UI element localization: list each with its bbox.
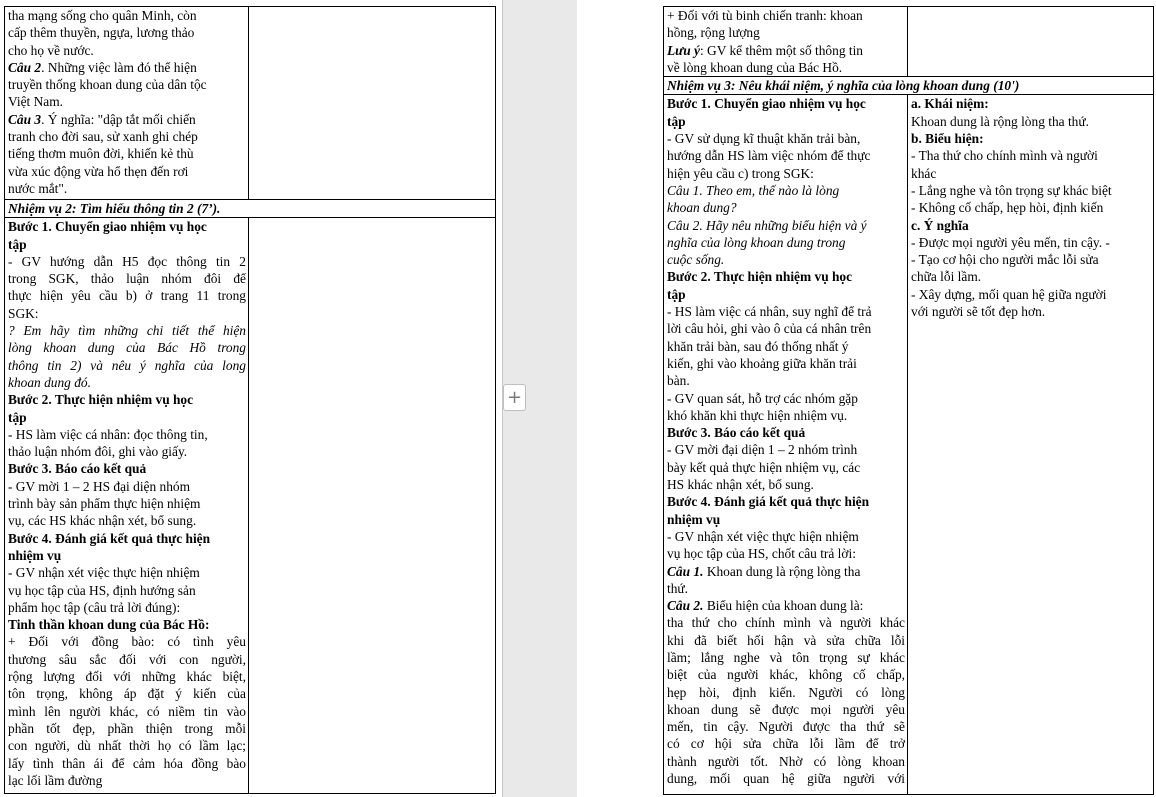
text-line: tôn trọng, không áp đặt ý kiến của <box>8 686 246 702</box>
text-line: khó khăn khi thực hiện nhiệm vụ. <box>667 407 848 423</box>
text-line: hướng dẫn HS làm việc nhóm để thực <box>667 148 871 164</box>
text-line: cho họ về nước. <box>8 42 94 58</box>
question-label: Câu 3 <box>8 111 42 127</box>
product-heading: a. Khái niệm: <box>911 96 989 112</box>
text-line: Khoan dung là rộng lòng tha thứ. <box>911 113 1089 129</box>
text-line: SGK: <box>8 305 39 321</box>
text-line: mến, tin cậy. Người được tha thứ sẽ <box>667 719 905 735</box>
text-line: + Đối với tù binh chiến tranh: khoan <box>667 8 863 23</box>
text-line: bàn. <box>667 373 690 389</box>
right-page <box>577 0 1156 797</box>
text-line: lấy tình thân ái để cảm hóa đồng bào <box>8 755 246 771</box>
text-line: vụ, các HS khác nhận xét, bổ sung. <box>8 513 197 529</box>
step-heading: Bước 2. Thực hiện nhiệm vụ học <box>8 392 194 408</box>
right-body-activity-cell[interactable] <box>664 95 908 795</box>
left-body-activity-cell[interactable] <box>5 218 249 794</box>
question-line: thông tin 2) và nêu ý nghĩa của long <box>8 357 246 373</box>
product-heading: c. Ý nghĩa <box>911 217 969 233</box>
text-line: + Đối với đồng bào: có tình yêu <box>8 634 246 650</box>
text-line: mình lên người khác, có niềm tin vào <box>8 703 246 719</box>
right-top-activity-cell[interactable] <box>664 7 908 77</box>
answer-text: Khoan dung là rộng lòng tha <box>703 563 861 579</box>
step-heading: Bước 4. Đánh giá kết quả thực hiện <box>8 530 211 546</box>
note-label: Lưu ý <box>667 42 700 58</box>
text-line: cấp thêm thuyền, ngựa, lương thảo <box>8 25 195 41</box>
text-line: HS khác nhận xét, bổ sung. <box>667 477 814 493</box>
answer-text: Biểu hiện của khoan dung là: <box>703 598 864 614</box>
step-heading: Bước 3. Báo cáo kết quả <box>667 425 806 441</box>
text-line: - GV quan sát, hỗ trợ các nhóm gặp <box>667 390 858 406</box>
text-line: trong SGK, thảo luận nhóm đôi để <box>8 271 246 287</box>
step-heading: nhiệm vụ <box>667 511 721 527</box>
text-line: nước mắt". <box>8 180 68 196</box>
step-heading: Bước 1. Chuyển giao nhiệm vụ học <box>667 96 866 112</box>
text-line: - GV mời 1 – 2 HS đại diện nhóm <box>8 478 191 494</box>
text-line: Việt Nam. <box>8 94 63 110</box>
text-line: - HS làm việc cá nhân, suy nghĩ để trả <box>667 304 872 320</box>
text-line: thành người tốt. Nhờ có lòng khoan <box>667 753 905 769</box>
right-body-product-cell[interactable] <box>908 95 1154 795</box>
text-line: chữa lỗi lầm. <box>911 269 982 285</box>
task-heading[interactable]: Nhiệm vụ 2: Tìm hiểu thông tin 2 (7’). <box>5 200 496 218</box>
text-line: với người sẽ tốt đẹp hơn. <box>911 304 1046 320</box>
step-heading: Bước 2. Thực hiện nhiệm vụ học <box>667 269 853 285</box>
text-line: - Tha thứ cho chính mình và người <box>911 148 1098 164</box>
text-line: phần tốt đẹp, phần thiện trong mỗi <box>8 720 246 736</box>
step-heading: tập <box>667 113 686 129</box>
question-line: Câu 1. Theo em, thế nào là lòng <box>667 182 840 198</box>
text-line: - Lắng nghe và tôn trọng sự khác biệt <box>911 182 1112 198</box>
question-line: lòng khoan dung của Bác Hồ trong <box>8 340 246 356</box>
text-line: khoan dung sẽ được mọi người yêu <box>667 701 905 717</box>
text-line: - Được mọi người yêu mến, tin cậy. - <box>911 234 1110 250</box>
step-heading: Bước 4. Đánh giá kết quả thực hiện <box>667 494 870 510</box>
right-lesson-table <box>663 6 1154 795</box>
text-line <box>667 563 905 580</box>
left-body-product-cell[interactable] <box>249 218 496 794</box>
text-line: tiếng thơm muôn đời, khiến kẻ thù <box>8 146 194 162</box>
text-line: phẩm học tập (câu trả lời đúng): <box>8 599 181 615</box>
question-line: khoan dung? <box>667 200 737 216</box>
question-line: cuộc sống. <box>667 252 725 268</box>
text-line: vụ học tập của HS, chốt câu trả lời: <box>667 546 856 562</box>
text-line: - GV nhận xét việc thực hiện nhiệm <box>8 565 200 581</box>
text-line: lầm; lắng nghe và tôn trọng sự khác <box>667 649 905 665</box>
question-line: ? Em hãy tìm những chi tiết thể hiện <box>8 323 246 339</box>
text-line: khăn trải bàn, sau đó thống nhất ý <box>667 338 849 354</box>
text-line: lạc lối lầm đường <box>8 772 103 788</box>
text-line: về lòng khoan dung của Bác Hồ. <box>667 59 843 75</box>
text-line: khi đã biết hối hận và sửa chữa lỗi <box>667 632 905 648</box>
text-line: - GV nhận xét việc thực hiện nhiệm <box>667 528 859 544</box>
answer-label: Câu 2. <box>667 598 704 614</box>
left-lesson-table <box>4 6 496 794</box>
text-line: thảo luận nhóm đôi, ghi vào giấy. <box>8 444 188 460</box>
left-top-activity-cell[interactable] <box>5 7 249 200</box>
section-heading: Tinh thần khoan dung của Bác Hồ: <box>8 617 210 633</box>
answer-label: Câu 1. <box>667 563 704 579</box>
text-line <box>8 111 246 128</box>
text-line: bày kết quả thực hiện nhiệm vụ, các <box>667 459 861 475</box>
question-text: . Ý nghĩa: "dập tắt mối chiến <box>41 111 196 127</box>
text-line: có cơ hội sửa chữa lỗi lầm để trở <box>667 736 905 752</box>
plus-icon: + <box>506 387 523 408</box>
text-line: kiến, ghi vào khoảng giữa khăn trải <box>667 355 857 371</box>
text-line: vụ học tập của HS, định hướng sản <box>8 582 196 598</box>
text-line: thực hiện yêu cầu b) ở trang 11 trong <box>8 288 246 304</box>
question-line: khoan dung đó. <box>8 374 91 390</box>
text-line: rộng lượng đối với những khác biệt, <box>8 669 246 685</box>
question-line: Câu 2. Hãy nêu những biểu hiện và ý <box>667 217 867 233</box>
step-heading: nhiệm vụ <box>8 547 62 563</box>
insert-table-column-button[interactable] <box>503 384 526 411</box>
text-line: lời câu hỏi, ghi vào ô của cá nhân trên <box>667 321 872 337</box>
text-line: - HS làm việc cá nhân: đọc thông tin, <box>8 426 208 442</box>
left-top-product-cell[interactable] <box>249 7 496 200</box>
text-line: truyền thống khoan dung của dân tộc <box>8 77 207 93</box>
step-heading: Bước 1. Chuyển giao nhiệm vụ học <box>8 219 207 235</box>
task-heading[interactable]: Nhiệm vụ 3: Nêu khái niệm, ý nghĩa của lòng khoan dung (10') <box>664 77 1154 95</box>
step-heading: Bước 3. Báo cáo kết quả <box>8 461 147 477</box>
left-page <box>0 0 502 797</box>
right-top-product-cell[interactable] <box>908 7 1154 77</box>
text-line: vừa xúc động vừa hổ thẹn đến rơi <box>8 163 189 179</box>
text-line: - GV sử dụng kĩ thuật khăn trải bàn, <box>667 131 861 147</box>
text-line: dung, mối quan hệ giữa người với <box>667 771 905 787</box>
question-label: Câu 2 <box>8 59 42 75</box>
text-line: - GV mời đại diện 1 – 2 nhóm trình <box>667 442 858 458</box>
text-line: hiện yêu cầu c) trong SGK: <box>667 165 814 181</box>
text-line: hồng, rộng lượng <box>667 25 760 41</box>
text-line: khác <box>911 165 937 181</box>
text-line: thứ. <box>667 580 689 596</box>
text-line: biệt của người khác, không cố chấp, <box>667 667 905 683</box>
question-line: nghĩa của lòng khoan dung trong <box>667 234 846 250</box>
step-heading: tập <box>8 236 27 252</box>
question-text: . Những việc làm đó thể hiện <box>41 59 197 75</box>
text-line: - Xây dựng, mối quan hệ giữa người <box>911 286 1107 302</box>
text-line: - Không cố chấp, hẹp hòi, định kiến <box>911 200 1104 216</box>
text-line: - Tạo cơ hội cho người mắc lỗi sửa <box>911 252 1099 268</box>
note-text: : GV kể thêm một số thông tin <box>699 42 863 58</box>
text-line <box>667 597 905 614</box>
text-line: hẹp hòi, định kiến. Người có lòng <box>667 684 905 700</box>
step-heading: tập <box>8 409 27 425</box>
step-heading: tập <box>667 286 686 302</box>
text-line: trình bày sản phẩm thực hiện nhiệm <box>8 496 201 512</box>
text-line: con người, dù nhất thời họ có lầm lạc; <box>8 738 246 754</box>
text-line: tha thứ cho chính mình và người khác <box>667 615 905 631</box>
text-line: tranh cho đời sau, sử xanh ghi chép <box>8 129 198 145</box>
text-line <box>667 42 905 59</box>
text-line <box>8 59 246 76</box>
text-line: thương sâu sắc đối với con người, <box>8 651 246 667</box>
text-line: tha mạng sống cho quân Minh, còn <box>8 8 197 23</box>
product-heading: b. Biểu hiện: <box>911 131 984 147</box>
text-line: - GV hướng dẫn H5 đọc thông tin 2 <box>8 253 246 269</box>
